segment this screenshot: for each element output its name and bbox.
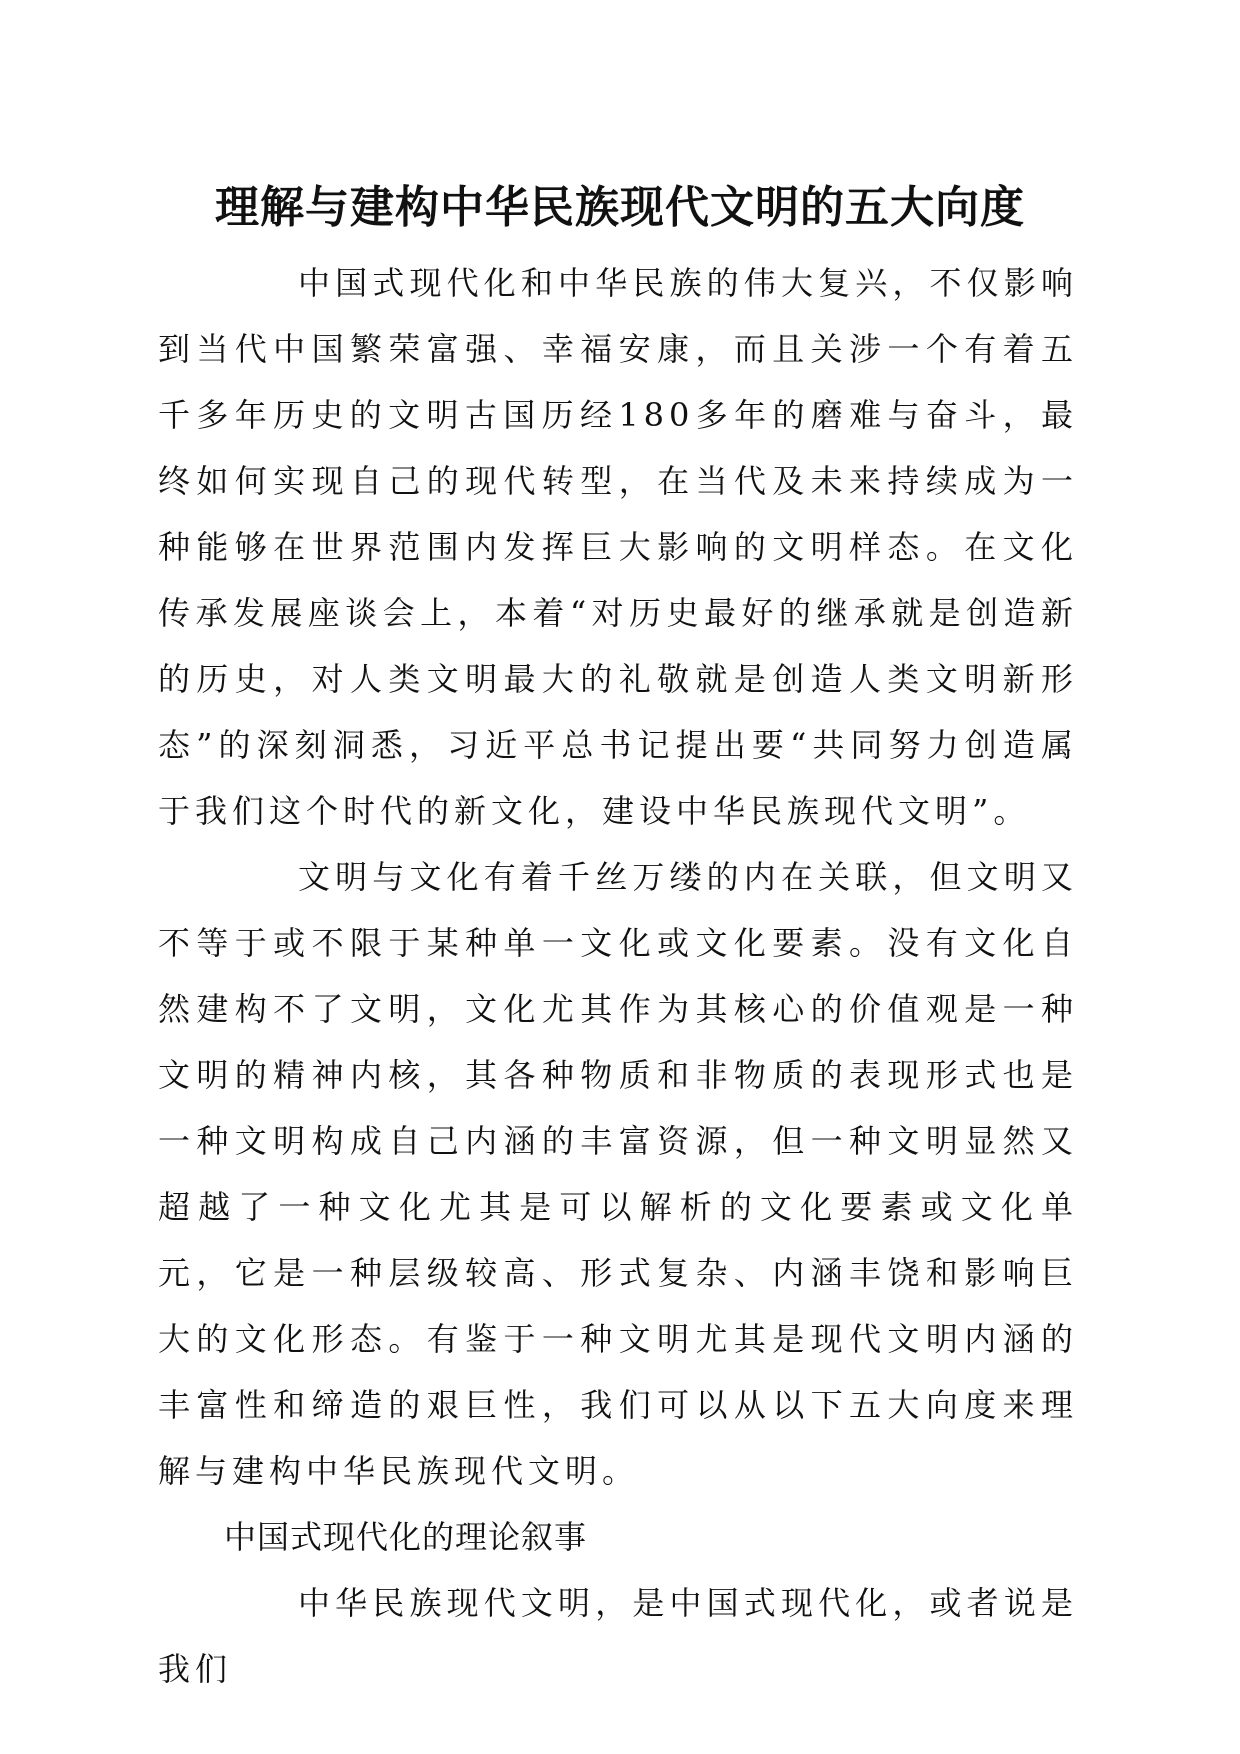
paragraph-3: 中华民族现代文明，是中国式现代化，或者说是我们 (158, 1584, 1078, 1688)
document-body (158, 250, 1078, 1702)
section-subheading: 中国式现代化的理论叙事 (224, 1518, 588, 1556)
document-title: 理解与建构中华民族现代文明的五大向度 (215, 182, 1025, 233)
paragraph-2: 文明与文化有着千丝万缕的内在关联，但文明又不等于或不限于某种单一文化或文化要素。没有文化自然建构不了文明，文化尤其作为其核心的价值观是一种文明的精神内核，其各种物质和非物质的表现形式也是一种文明构成自己内涵的丰富资源，但一种文明显然又超越了一种文化尤其是可以解析的文化要素或文化单元，它是一种层级较高、形式复杂、内涵丰饶和影响巨大的文化形态。有鉴于一种文明尤其是现代文明内涵的丰富性和缔造的艰巨性，我们可以从以下五大向度来理解与建构中华民族现代文明。 (158, 858, 1078, 1490)
paragraph-1: 中国式现代化和中华民族的伟大复兴，不仅影响到当代中国繁荣富强、幸福安康，而且关涉一个有着五千多年历史的文明古国历经180多年的磨难与奋斗，最终如何实现自己的现代转型，在当代及未来持续成为一种能够在世界范围内发挥巨大影响的文明样态。在文化传承发展座谈会上，本着“对历史最好的继承就是创造新的历史，对人类文明最大的礼敬就是创造人类文明新形态”的深刻洞悉，习近平总书记提出要“共同努力创造属于我们这个时代的新文化，建设中华民族现代文明”。 (158, 264, 1078, 830)
